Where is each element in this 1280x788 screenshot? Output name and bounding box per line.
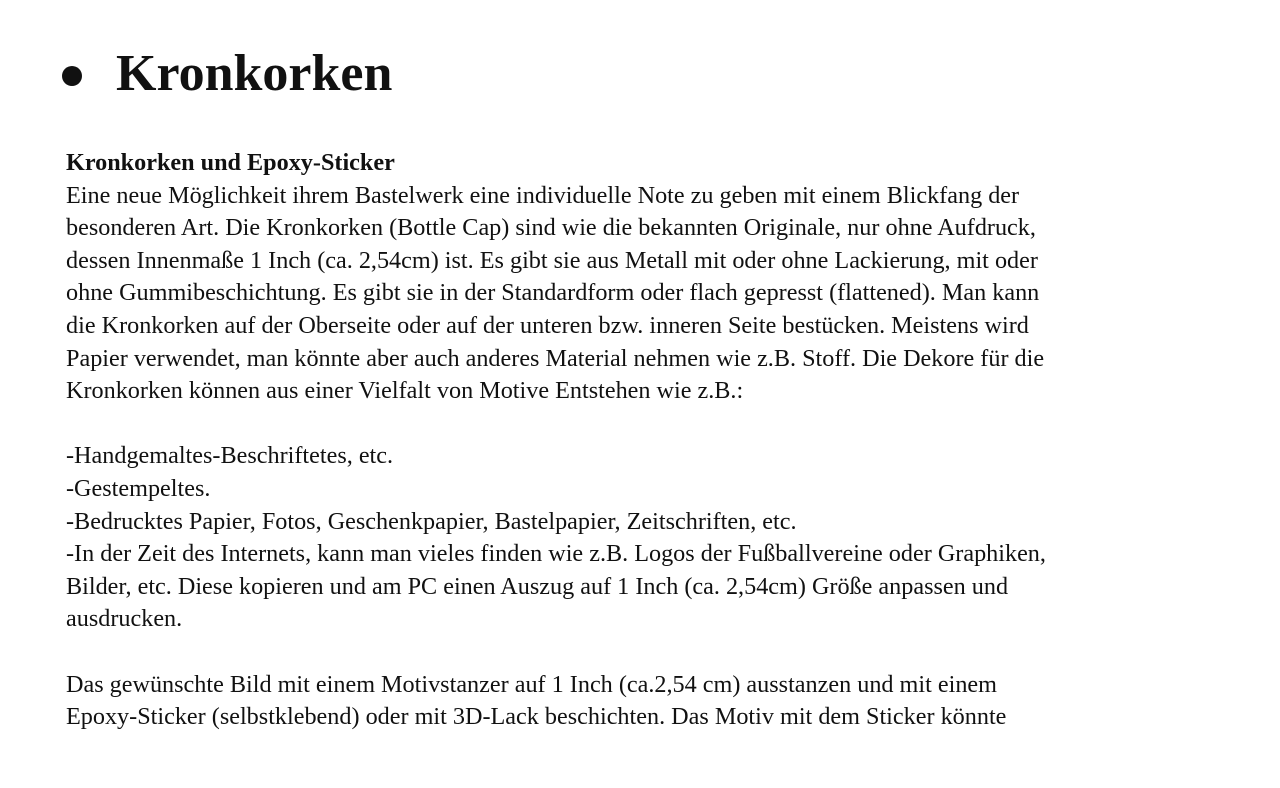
paragraph-line: Das gewünschte Bild mit einem Motivstanzer auf 1 Inch (ca.2,54 cm) ausstanzen und mit einem	[66, 670, 997, 698]
bullet-icon	[62, 66, 82, 86]
list-item: -Handgemaltes-Beschriftetes, etc.	[66, 442, 394, 470]
blank-line	[66, 636, 1246, 669]
paragraph-line: dessen Innenmaße 1 Inch (ca. 2,54cm) ist. Es gibt sie aus Metall mit oder ohne Lackierung, mit oder	[66, 246, 1038, 274]
list-item: ausdrucken.	[66, 605, 183, 633]
blank-line	[66, 408, 1246, 441]
heading-title: Kronkorken	[116, 45, 393, 102]
page-cutoff	[0, 738, 1280, 748]
paragraph-line: die Kronkorken auf der Oberseite oder auf der unteren bzw. inneren Seite bestücken. Meistens wird	[66, 311, 1029, 339]
paragraph-line: Epoxy-Sticker (selbstklebend) oder mit 3D-Lack beschichten. Das Motiv mit dem Sticker könnte	[66, 703, 1007, 731]
paragraph-line: Papier verwendet, man könnte aber auch anderes Material nehmen wie z.B. Stoff. Die Dekore für die	[66, 344, 1045, 372]
list-item: -In der Zeit des Internets, kann man vieles finden wie z.B. Logos der Fußballvereine oder Graphiken,	[66, 540, 1046, 568]
list-item: -Bedrucktes Papier, Fotos, Geschenkpapier, Bastelpapier, Zeitschriften, etc.	[66, 507, 797, 535]
paragraph-line: ohne Gummibeschichtung. Es gibt sie in der Standardform oder flach gepresst (flattened). Man kann	[66, 279, 1040, 307]
document-body	[66, 147, 1246, 734]
paragraph-line: besonderen Art. Die Kronkorken (Bottle Cap) sind wie die bekannten Originale, nur ohne Aufdruck,	[66, 214, 1036, 242]
heading	[62, 44, 392, 103]
subheading: Kronkorken und Epoxy-Sticker	[66, 149, 395, 176]
paragraph-line: Eine neue Möglichkeit ihrem Bastelwerk eine individuelle Note zu geben mit einem Blickfang der	[66, 181, 1020, 209]
list-item: -Gestempeltes.	[66, 474, 211, 502]
paragraph-line: Kronkorken können aus einer Vielfalt von Motive Entstehen wie z.B.:	[66, 377, 744, 405]
list-item: Bilder, etc. Diese kopieren und am PC einen Auszug auf 1 Inch (ca. 2,54cm) Größe anpassen und	[66, 572, 1009, 600]
